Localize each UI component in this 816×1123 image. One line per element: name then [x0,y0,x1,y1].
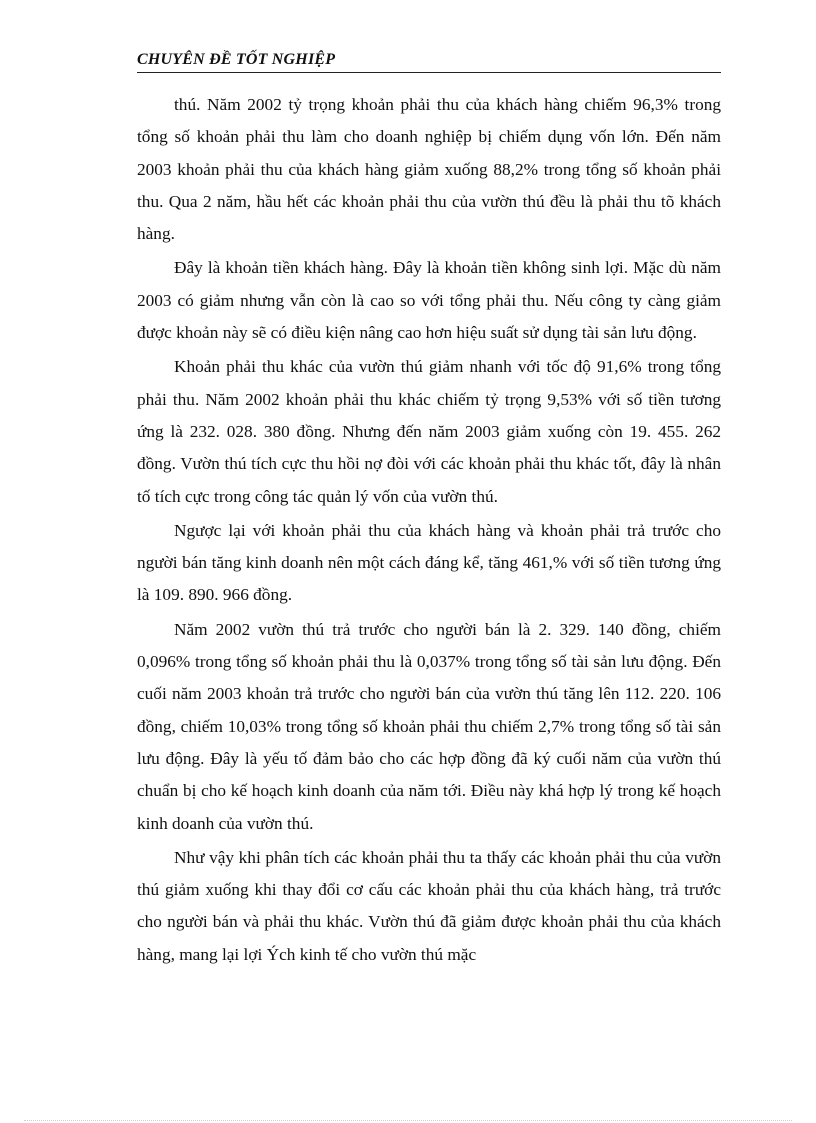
paragraph-3: Khoản phải thu khác của vườn thú giảm nhanh với tốc độ 91,6% trong tổng phải thu. Năm 2002 khoản phải thu khác chiếm tỷ trọng 9,53% với số tiền tương ứng là 232. 028. 380 đồng. Nhưng đến năm 2003 giảm xuống còn 19. 455. 262 đồng. Vườn thú tích cực thu hồi nợ đòi với các khoản phải thu khác tốt, đây là nhân tố tích cực trong công tác quản lý vốn của vườn thú. [137,357,721,506]
paragraph-1: thú. Năm 2002 tỷ trọng khoản phải thu của khách hàng chiếm 96,3% trong tổng số khoản phải thu làm cho doanh nghiệp bị chiếm dụng vốn lớn. Đến năm 2003 khoản phải thu của khách hàng giảm xuống 88,2% trong tổng số khoản phải thu. Qua 2 năm, hầu hết các khoản phải thu của vườn thú đều là phải thu tõ khách hàng. [137,95,721,244]
paragraph-5: Năm 2002 vườn thú trả trước cho người bán là 2. 329. 140 đồng, chiếm 0,096% trong tổng số khoản phải thu là 0,037% trong tổng số tài sản lưu động. Đến cuối năm 2003 khoản trả trước cho người bán của vườn thú tăng lên 112. 220. 106 đồng, chiếm 10,03% trong tổng số khoản phải thu chiếm 2,7% trong tổng số tài sản lưu động. Đây là yếu tố đảm bảo cho các hợp đồng đã ký cuối năm của vườn thú chuẩn bị cho kế hoạch kinh doanh của năm tới. Điều này khá hợp lý trong kế hoạch kinh doanh của vườn thú. [137,619,721,833]
paragraph-2: Đây là khoản tiền khách hàng. Đây là khoản tiền không sinh lợi. Mặc dù năm 2003 có giảm nhưng vẫn còn là cao so với tổng phải thu. Nếu công ty càng giảm được khoản này sẽ có điều kiện nâng cao hơn hiệu suất sử dụng tài sản lưu động. [137,258,721,343]
document-body [137,89,721,973]
page-header-title: CHUYÊN ĐỀ TỐT NGHIỆP [137,51,336,68]
paragraph-6: Như vậy khi phân tích các khoản phải thu ta thấy các khoản phải thu của vườn thú giảm xuống khi thay đổi cơ cấu các khoản phải thu của khách hàng, trả trước cho người bán và phải thu khác. Vườn thú đã giảm được khoản phải thu của khách hàng, mang lại lợi Ých kinh tế cho vườn thú mặc [137,847,721,964]
paragraph-4: Ngược lại với khoản phải thu của khách hàng và khoản phải trả trước cho người bán tăng kinh doanh nên một cách đáng kể, tăng 461,% với số tiền tương ứng là 109. 890. 966 đồng. [137,520,721,605]
page-bottom-border [24,1120,792,1121]
page-header [137,50,721,73]
